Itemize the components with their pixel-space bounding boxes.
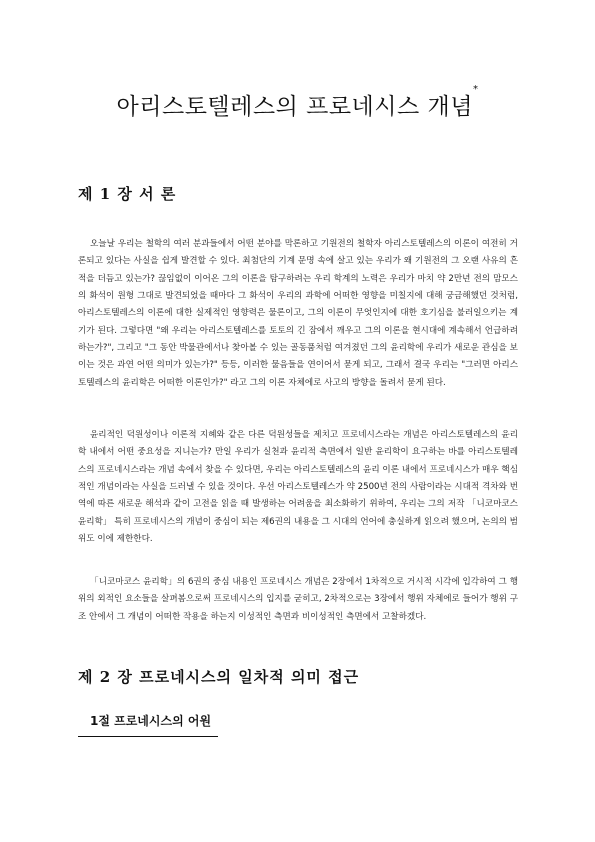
paragraph-text: 「니코마코스 윤리학」의 6권의 중심 내용인 프로네시스 개념은 2장에서 1차적으로 거시적 시각에 입각하여 그 행위의 외적인 요소들을 살펴봄으로써 프로네시스의 입지를 굳히고, 2차적으로는 3장에서 행위 자체에로 들어가 행위 구조 안에서 그 개념이 어떠한 작용을 하는지 이성적인 측면과 비이성적인 측면에서 고찰하겠다. xyxy=(78,577,518,622)
chapter-1-heading: 제 1 장 서 론 xyxy=(78,185,177,203)
paragraph-text: 오늘날 우리는 철학의 여러 분과들에서 어떤 분야를 막론하고 기원전의 철학자 아리스토텔레스의 이론이 여전히 거론되고 있다는 사실을 쉽게 발견할 수 있다. 최첨단의 기계 문명 속에 살고 있는 우리가 왜 기원전의 그 오랜 사유의 흔적을 더듬고 있는가? 끊임없이 이어온 그의 이론을 탐구하려는 우리 학계의 노력은 우리가 마치 약 2만년 전의 맘모스의 화석이 원형 그대로 발견되었을 때마다 그 화석이 우리의 과학에 어떠한 영향을 미칠지에 대해 궁금해했던 것처럼, 아리스토텔레스의 이론에 대한 실제적인 영향력은 물론이고, 그의 이론이 무엇인지에 대한 호기심을 불러일으키는 계기가 된다. 그렇다면 "왜 우리는 아리스토텔레스를 토토의 긴 잠에서 깨우고 그의 이론을 현시대에 계속해서 언급하려 하는가?", 그리고 "그 동안 박물관에서나 찾아볼 수 있는 골동품처럼 여겨졌던 그의 윤리학에 우리가 새로운 관심을 보이는 것은 과연 어떤 의미가 있는가?" 등등, 이러한 물음들을 연이어서 묻게 되고, 그래서 결국 우리는 "그러면 아리스토텔레스의 윤리학은 어떠한 이론인가?" 라고 그의 이론 자체에로 사고의 방향을 돌려서 묻게 된다. xyxy=(78,239,518,388)
chapter-2-heading: 제 2 장 프로네시스의 일차적 의미 접근 xyxy=(78,668,360,686)
section-underline xyxy=(78,736,218,737)
document-title xyxy=(0,84,595,121)
paragraph-text: 윤리적인 덕원성이나 이론적 지혜와 같은 다른 덕원성들을 제치고 프로네시스라는 개념은 아리스토텔레스의 윤리학 내에서 어떤 중요성을 지니는가? 만일 우리가 실천과 윤리적 측면에서 일반 윤리학이 요구하는 바를 아리스토텔레스의 프로네시스라는 개념 속에서 찾을 수 있다면, 우리는 아리스토텔레스의 윤리 이론 내에서 프로네시스가 매우 핵심적인 개념이라는 사실을 드러낼 수 있을 것이다. 우선 아리스토텔레스가 약 2500년 전의 사람이라는 시대적 격차와 번역에 따른 새로운 해석과 같이 고전을 읽을 때 발생하는 어려움을 최소화하기 위하여, 우리는 그의 저작 「니코마코스 윤리학」 특히 프로네시스의 개념이 중심이 되는 제6권의 내용을 그 시대의 언어에 충실하게 읽으려 했으며, 논의의 범위도 이에 제한한다. xyxy=(78,430,518,545)
paragraph-2 xyxy=(78,427,518,548)
title-footnote-mark: * xyxy=(472,84,479,95)
section-1-heading: 1절 프로네시스의 어원 xyxy=(90,714,212,728)
paragraph-3 xyxy=(78,574,518,626)
paragraph-1 xyxy=(78,236,518,392)
title-text: 아리스토텔레스의 프로네시스 개념 xyxy=(116,94,473,120)
